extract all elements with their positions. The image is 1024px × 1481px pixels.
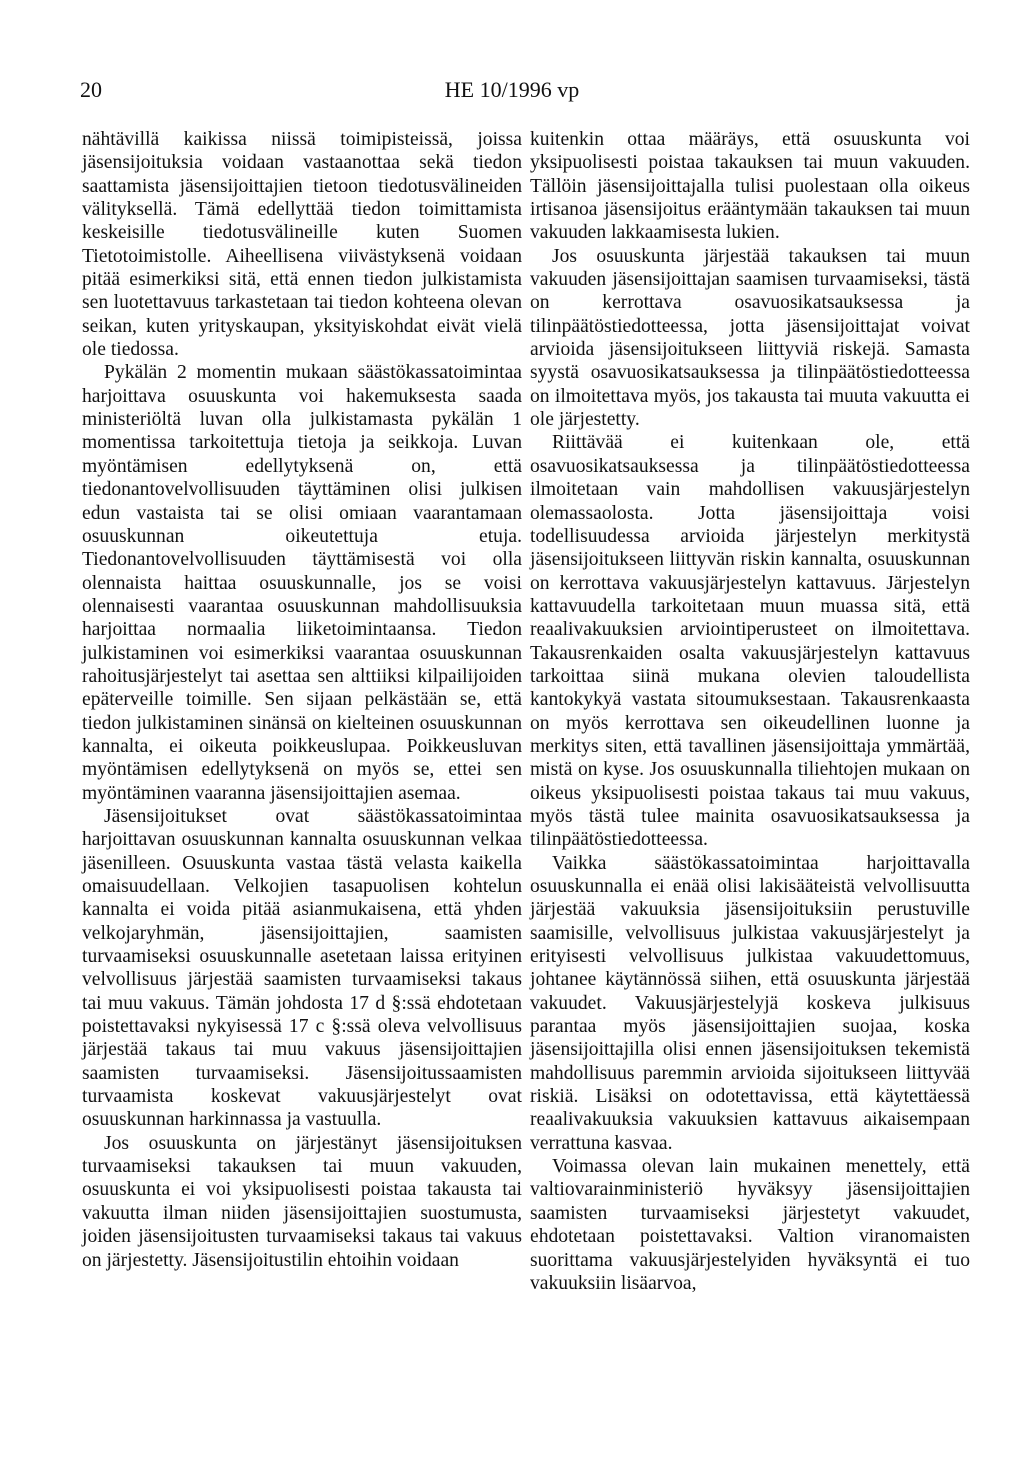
paragraph: Riittävää ei kuitenkaan ole, että osavuosikatsauksessa ja tilinpäätöstiedotteessa ilmoitetaan vain mahdollisen vakuusjärjestelyn olemassaolosta. Jotta jäsensijoittaja voisi todellisuudessa arvioida järjestelyn merkitystä jäsensijoitukseen liittyvän riskin kannalta, osuuskunnan on kerrottava vakuusjärjestelyn kattavuus. Järjestelyn kattavuudella tarkoitetaan muun muassa sitä, että reaalivakuuksien arviointiperusteet on ilmoitettava. Takausrenkaiden osalta vakuusjärjestelyn kattavuus tarkoittaa siinä mukana olevien taloudellista kantokykyä vastata sitoumuksestaan. Takausrenkaasta on myös kerrottava sen oikeudellinen luonne ja merkitys siten, että tavallinen jäsensijoittaja ymmärtää, mistä on kyse. Jos osuuskunnalla tiliehtojen mukaan on oikeus yksipuolisesti poistaa takaus tai muu vakuus, myös tästä tulee mainita osavuosikatsauksessa ja tilinpäätöstiedotteessa.: [530, 432, 970, 851]
paragraph: Vaikka säästökassatoimintaa harjoittavalla osuuskunnalla ei enää olisi lakisääteistä velvollisuutta järjestää vakuuksia jäsensijoituksiin perustuville saamisille, velvollisuus julkistaa vakuusjärjestelyt ja erityisesti velvollisuus julkistaa vakuudettomuus, johtanee käytännössä siihen, että osuuskunta järjestää vakuudet. Vakuusjärjestelyjä koskeva julkisuus parantaa myös jäsensijoittajien suojaa, koska jäsensijoittajilla olisi ennen jäsensijoituksen tekemistä mahdollisuus paremmin arvioida sijoitukseen liittyvää riskiä. Lisäksi on odotettavissa, että käytettäessä reaalivakuuksia vakuuksien kattavuus aikaisempaan verrattuna kasvaa.: [530, 852, 970, 1154]
paragraph: Jäsensijoitukset ovat säästökassatoimintaa harjoittavan osuuskunnan kannalta osuuskunnan velkaa jäsenilleen. Osuuskunta vastaa tästä velasta kaikella omaisuudellaan. Velkojien tasapuolisen kohtelun kannalta ei voida pitää asianmukaisena, että yhden velkojaryhmän, jäsensijoittajien, saamisten turvaamiseksi osuuskunnalle asetetaan laissa erityinen velvollisuus järjestää saamisten turvaamiseksi takaus tai muu vakuus. Tämän johdosta 17 d §:ssä ehdotetaan poistettavaksi nykyisessä 17 c §:ssä oleva velvollisuus järjestää takaus tai muu vakuus jäsensijoittajien saamisten turvaamiseksi. Jäsensijoitussaamisten turvaamista koskevat vakuusjärjestelyt ovat osuuskunnan harkinnassa ja vastuulla.: [82, 805, 522, 1131]
page-number: 20: [80, 77, 102, 102]
right-column: [530, 128, 970, 1295]
paragraph: Jos osuuskunta järjestää takauksen tai muun vakuuden jäsensijoittajan saamisen turvaamiseksi, tästä on kerrottava osavuosikatsauksessa ja tilinpäätöstiedotteessa, jotta jäsensijoittajat voivat arvioida jäsensijoitukseen liittyviä riskejä. Samasta syystä osavuosikatsauksessa ja tilinpäätöstiedotteessa on ilmoitettava myös, jos takausta tai muuta vakuutta ei ole järjestetty.: [530, 245, 970, 431]
paragraph: Voimassa olevan lain mukainen menettely, että valtiovarainministeriö hyväksyy jäsensijoittajien saamisten turvaamiseksi järjestetyt vakuudet, ehdotetaan poistettavaksi. Valtion viranomaisten suorittama vakuusjärjestelyiden hyväksyntä ei tuo vakuuksiin lisäarvoa,: [530, 1156, 970, 1294]
paragraph: Pykälän 2 momentin mukaan säästökassatoimintaa harjoittava osuuskunta voi hakemuksesta saada ministeriöltä luvan olla julkistamasta pykälän 1 momentissa tarkoitettuja tietoja ja seikkoja. Luvan myöntämisen edellytyksenä on, että tiedonantovelvollisuuden täyttäminen olisi julkisen edun vastaista tai se olisi omiaan vaarantamaan osuuskunnan oikeutettuja etuja. Tiedonantovelvollisuuden täyttämisestä voi olla olennaista haittaa osuuskunnalle, jos se voisi olennaisesti vaarantaa osuuskunnan mahdollisuuksia harjoittaa normaalia liiketoimintaansa. Tiedon julkistaminen voi esimerkiksi vaarantaa osuuskunnan rahoitusjärjestelyt tai asettaa sen alttiiksi kilpailijoiden epäterveille toimille. Sen sijaan pelkästään se, että tiedon julkistaminen sinänsä on kielteinen osuuskunnan kannalta, ei oikeuta poikkeuslupaa. Poikkeusluvan myöntämisen edellytyksenä on myös se, ettei sen myöntäminen vaaranna jäsensijoittajien asemaa.: [82, 362, 522, 804]
paragraph: nähtävillä kaikissa niissä toimipisteissä, joissa jäsensijoituksia voidaan vastaanottaa sekä tiedon saattamista jäsensijoittajien tietoon tiedotusvälineiden välityksellä. Tämä edellyttää tiedon toimittamista keskeisille tiedotusvälineille kuten Suomen Tietotoimistolle. Aiheellisena viivästyksenä voidaan pitää esimerkiksi sitä, että ennen tiedon julkistamista sen luotettavuus tarkastetaan tai tiedon kohteena olevan seikan, kuten yrityskaupan, yksityiskohdat eivät vielä ole tiedossa.: [82, 129, 522, 361]
paragraph: kuitenkin ottaa määräys, että osuuskunta voi yksipuolisesti poistaa takauksen tai muun vakuuden. Tällöin jäsensijoittajalla tulisi puolestaan olla oikeus irtisanoa jäsensijoitus erääntymään takauksen tai muun vakuuden lakkaamisesta lukien.: [530, 129, 970, 244]
paragraph: Jos osuuskunta on järjestänyt jäsensijoituksen turvaamiseksi takauksen tai muun vakuuden, osuuskunta ei voi yksipuolisesti poistaa takausta tai vakuutta ilman niiden jäsensijoittajien suostumusta, joiden jäsensijoitusten turvaamiseksi takaus tai vakuus on järjestetty. Jäsensijoitustilin ehtoihin voidaan: [82, 1132, 522, 1271]
running-head: HE 10/1996 vp: [444, 77, 580, 102]
left-column: [82, 128, 522, 1272]
